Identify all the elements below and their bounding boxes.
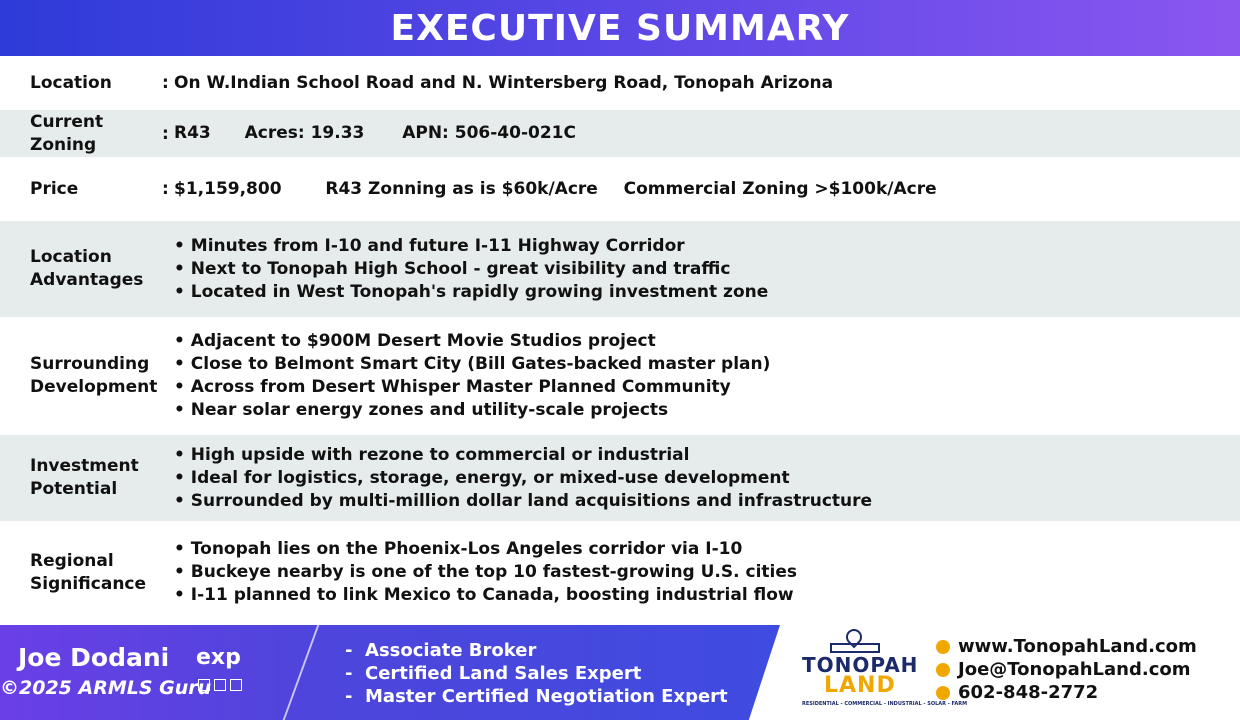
contact-info <box>936 635 1197 704</box>
list-item: - Master Certified Negotiation Expert <box>345 685 728 708</box>
list-item: • Tonopah lies on the Phoenix-Los Angeles corridor via I-10 <box>174 538 797 561</box>
mls-icons <box>198 679 248 693</box>
list-item: • Across from Desert Whisper Master Planned Community <box>174 376 770 399</box>
acres-value: Acres: 19.33 <box>244 123 365 143</box>
realtor-icon <box>198 679 210 691</box>
row-label: Location Advantages <box>30 247 144 290</box>
row-surrounding-development <box>0 317 1240 435</box>
r43-price: R43 Zonning as is $60k/Acre <box>325 178 598 199</box>
email-row[interactable] <box>936 658 1197 681</box>
row-regional-significance <box>0 521 1240 624</box>
list-item: • I-11 planned to link Mexico to Canada, boosting industrial flow <box>174 584 797 607</box>
globe-icon <box>936 640 950 654</box>
row-investment-potential <box>0 435 1240 521</box>
row-location-advantages <box>0 221 1240 317</box>
row-zoning: Current Zoning : R43 Acres: 19.33 APN: 506-40-021C <box>0 110 1240 157</box>
list-item: • Buckeye nearby is one of the top 10 fastest-growing U.S. cities <box>174 561 797 584</box>
list-item: • High upside with rezone to commercial or industrial <box>174 444 872 467</box>
phone-row[interactable] <box>936 681 1197 704</box>
header-banner <box>0 0 1240 56</box>
credentials-list <box>345 639 728 708</box>
exp-realty-logo: exp <box>196 645 241 670</box>
price-value: $1,159,800 <box>174 178 282 199</box>
website-row[interactable] <box>936 635 1197 658</box>
list-item: • Ideal for logistics, storage, energy, or mixed-use development <box>174 467 872 490</box>
solar-panel-icon <box>830 643 880 653</box>
summary-table <box>0 56 1240 624</box>
bullet-list <box>174 444 872 513</box>
list-item: • Located in West Tonopah's rapidly growing investment zone <box>174 281 768 304</box>
tonopah-land-logo: TONOPAH LAND RESIDENTIAL - COMMERCIAL - INDUSTRIAL - SOLAR - FARM <box>800 625 910 720</box>
location-value: On W.Indian School Road and N. Wintersberg Road, Tonopah Arizona <box>174 72 834 93</box>
apn-value: APN: 506-40-021C <box>402 123 576 143</box>
page-title: EXECUTIVE SUMMARY <box>390 7 850 49</box>
equal-housing-icon <box>230 679 242 691</box>
email-link[interactable]: Joe@TonopahLand.com <box>958 659 1191 680</box>
list-item: • Adjacent to $900M Desert Movie Studios project <box>174 330 770 353</box>
email-icon <box>936 663 950 677</box>
row-label: Price <box>30 178 79 199</box>
mls-icon <box>214 679 226 691</box>
list-item: • Near solar energy zones and utility-scale projects <box>174 399 770 422</box>
bullet-list <box>174 235 768 304</box>
list-item: - Associate Broker <box>345 639 728 662</box>
phone-icon <box>936 686 950 700</box>
list-item: • Minutes from I-10 and future I-11 Highway Corridor <box>174 235 768 258</box>
phone-link[interactable]: 602-848-2772 <box>958 682 1099 703</box>
row-price: Price : $1,159,800 R43 Zonning as is $60k/Acre Commercial Zoning >$100k/Acre <box>0 157 1240 221</box>
row-label: Investment Potential <box>30 456 139 499</box>
list-item: • Close to Belmont Smart City (Bill Gates-backed master plan) <box>174 353 770 376</box>
row-label: Current Zoning <box>30 111 104 155</box>
bullet-list <box>174 538 797 607</box>
website-link[interactable]: www.TonopahLand.com <box>958 636 1197 657</box>
row-location: Location : On W.Indian School Road and N. Wintersberg Road, Tonopah Arizona <box>0 56 1240 110</box>
row-label: Surrounding Development <box>30 354 158 397</box>
watermark-text: ©2025 ARMLS Guru <box>0 677 212 699</box>
list-item: • Surrounded by multi-million dollar land acquisitions and infrastructure <box>174 490 872 513</box>
footer <box>0 625 1240 720</box>
bullet-list <box>174 330 770 422</box>
agent-name: Joe Dodani <box>18 643 170 672</box>
list-item: • Next to Tonopah High School - great visibility and traffic <box>174 258 768 281</box>
row-label: Location <box>30 72 112 93</box>
row-label: Regional Significance <box>30 550 147 594</box>
zoning-value: R43 <box>174 123 211 143</box>
commercial-price: Commercial Zoning >$100k/Acre <box>623 178 937 199</box>
list-item: - Certified Land Sales Expert <box>345 662 728 685</box>
